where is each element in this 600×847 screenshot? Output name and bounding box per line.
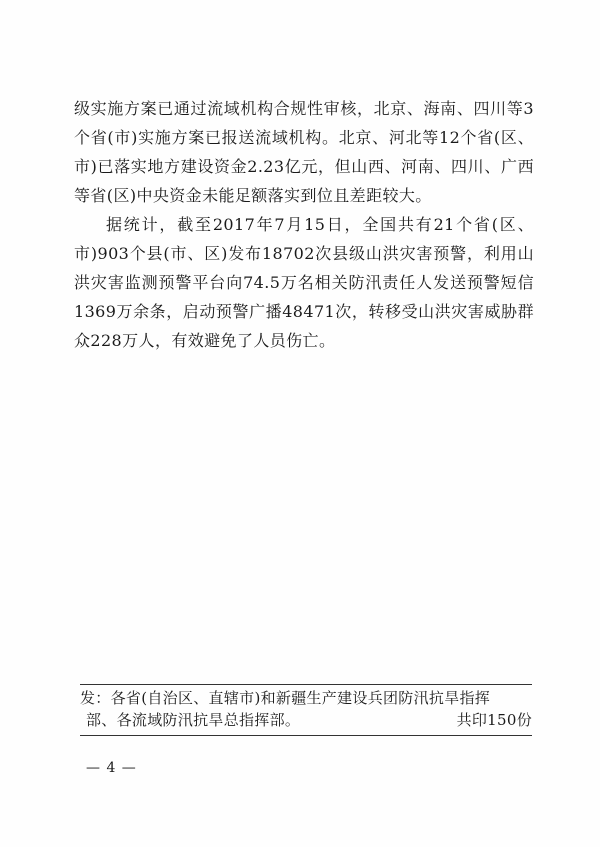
paragraph-warning-statistics: 据统计，截至2017年7月15日，全国共有21个省(区、市)903个县(市、区)发布18702次县级山洪灾害预警，利用山洪灾害监测预警平台向74.5万名相关防汛责任人发送预警短信1369万余条，启动预警广播48471次，转移受山洪灾害威胁群众228万人，有效避免了人员伤亡。 bbox=[74, 215, 534, 350]
distribution-line-1: 发：各省(自治区、直辖市)和新疆生产建设兵团防汛抗旱指挥 bbox=[80, 689, 491, 707]
distribution-note bbox=[80, 684, 532, 736]
copies-count: 共印150份 bbox=[456, 711, 532, 729]
distribution-recipients-continued: 部、各流域防汛抗旱总指挥部。 bbox=[86, 711, 301, 729]
distribution-line-2 bbox=[80, 709, 532, 731]
page-number: — 4 — bbox=[86, 760, 137, 776]
body-text bbox=[74, 94, 534, 355]
paragraph-implementation-status: 级实施方案已通过流域机构合规性审核，北京、海南、四川等3个省(市)实施方案已报送流域机构。北京、河北等12个省(区、市)已落实地方建设资金2.23亿元，但山西、河南、四川、广西等省(区)中央资金未能足额落实到位且差距较大。 bbox=[74, 99, 534, 205]
